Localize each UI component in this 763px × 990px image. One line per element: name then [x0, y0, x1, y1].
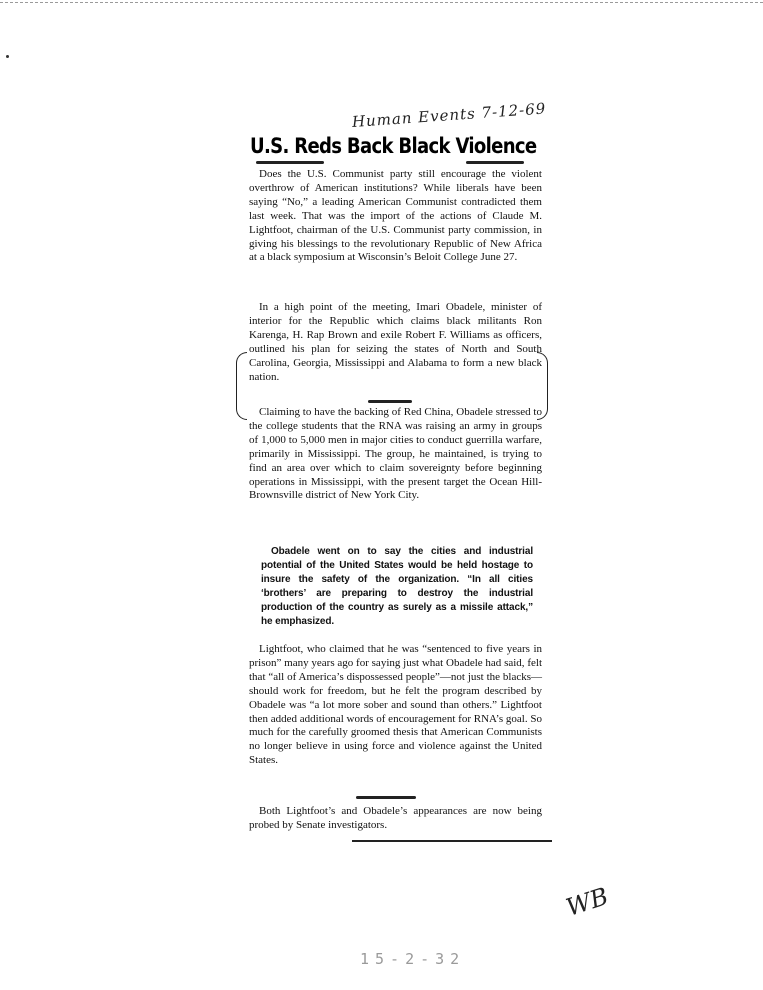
paragraph-text: Both Lightfoot’s and Obadele’s appearances are now being probed by Senate investigators. — [249, 805, 542, 831]
headline-underline-right — [466, 161, 524, 164]
article-paragraph-4 — [249, 643, 542, 768]
file-stamp-number: 15-2-32 — [360, 950, 466, 968]
handwritten-source-note: Human Events 7-12-69 — [351, 99, 547, 131]
paragraph-text: Claiming to have the backing of Red China, Obadele stressed to the college students that the RNA was raising an army in groups of 1,000 to 5,000 men in major cities to conduct guerrilla warfare, primarily in Mississippi. The group, he maintained, is trying to find an area over which to claim sovereignty before beginning operations in Mississippi, with the present target the Ocean Hill-Brownsville district of New York City. — [249, 406, 542, 502]
article-paragraph-3 — [249, 406, 542, 503]
margin-bracket-left — [236, 352, 247, 420]
paragraph-text: Lightfoot, who claimed that he was “sentenced to five years in prison” many years ago for saying just what Obadele had said, felt that “all of America’s dispossessed people”—not just the blacks—should work for freedom, but he felt the program described by Obadele was “a lot more sober and sound than others.” Lightfoot then added additional words of encouragement for RNA’s goal. So much for the carefully groomed thesis that American Communists no longer believe in using force and violence against the United States. — [249, 643, 542, 767]
paragraph-text: In a high point of the meeting, Imari Obadele, minister of interior for the Republic which claims black militants Ron Karenga, H. Rap Brown and exile Robert F. Williams as officers, outlined his plan for seizing the states of North and South Carolina, Georgia, Mississippi and Alabama to form a new black nation. — [249, 301, 542, 383]
scan-speck — [6, 55, 9, 58]
article-paragraph-5 — [249, 805, 542, 833]
section-break-mark — [368, 400, 412, 403]
paragraph-text: Does the U.S. Communist party still encourage the violent overthrow of American institutions? While liberals have been saying “No,” a leading American Communist contradicted them last week. That was the import of the actions of Claude M. Lightfoot, chairman of the U.S. Communist party commission, in giving his blessings to the revolutionary Republic of New Africa at a black symposium at Wisconsin’s Beloit College June 27. — [249, 168, 542, 264]
article-paragraph-2 — [249, 301, 542, 384]
article-headline: U.S. Reds Back Black Violence — [250, 134, 537, 158]
headline-underline-left — [256, 161, 324, 164]
boxed-quote: Obadele went on to say the cities and industrial potential of the United States would be held hostage to insure the safety of the organization. “In all cities ‘brothers’ are preparing to destroy the industrial production of the country as surely as a missile attack,” he emphasized. — [261, 546, 533, 627]
article-end-rule — [352, 840, 552, 842]
page-top-edge — [0, 2, 763, 3]
handwritten-initials: WB — [562, 882, 612, 922]
section-break-mark-2 — [356, 796, 416, 799]
article-paragraph-1 — [249, 168, 542, 265]
